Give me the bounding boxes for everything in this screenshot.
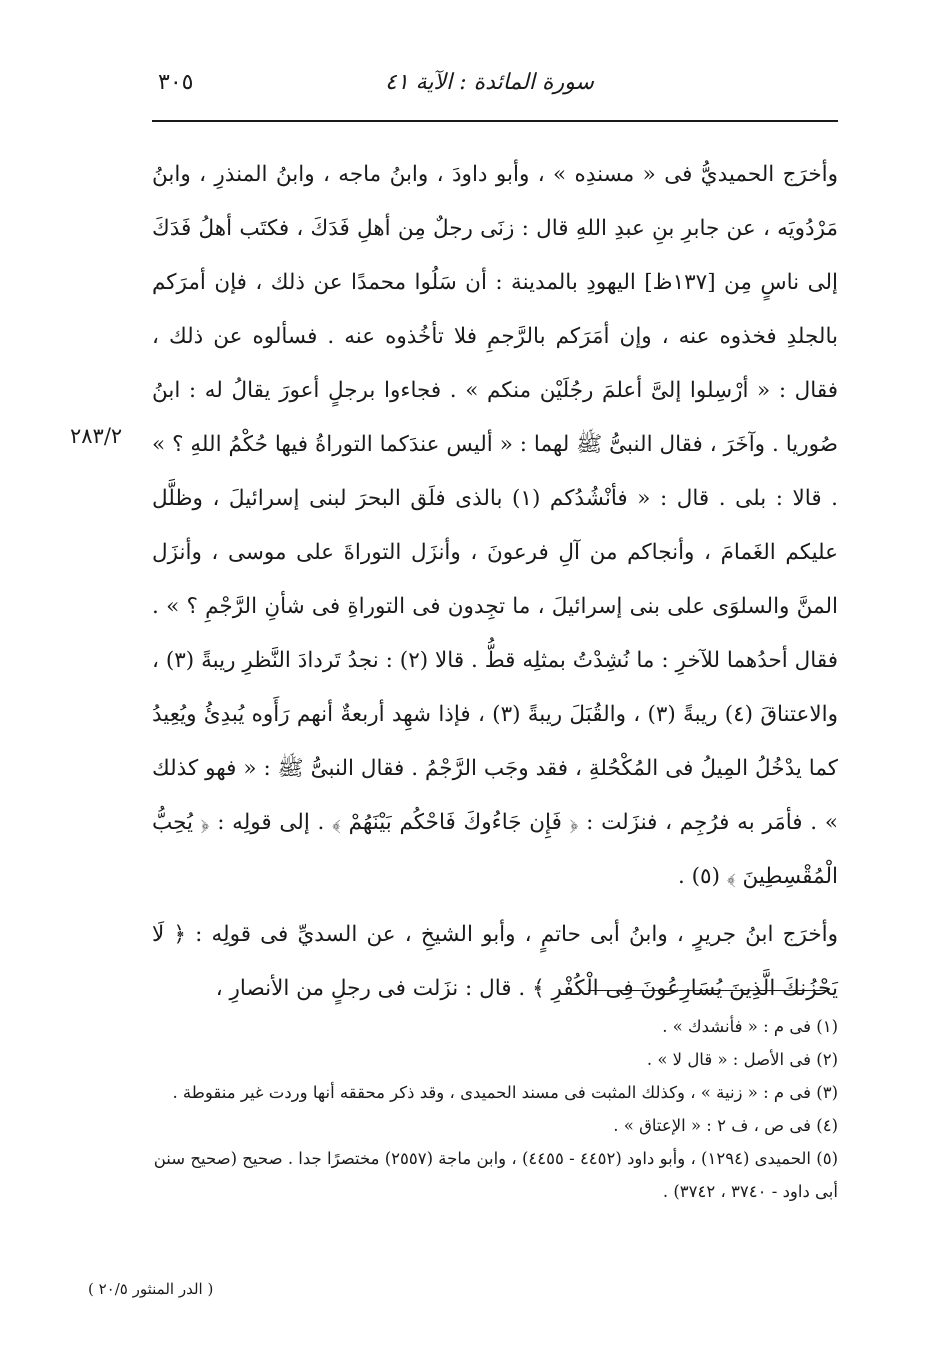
footnote-3: (٣) فى م : « زنية » ، وكذلك المثبت فى مسند الحميدى ، وقد ذكر محققه أنها وردت غير منقوطة . <box>172 1083 838 1102</box>
header-rule <box>152 120 838 122</box>
footnote-4: (٤) فى ص ، ف ٢ : « الإعتاق » . <box>613 1116 838 1135</box>
running-header <box>152 70 824 110</box>
main-text <box>152 148 838 1016</box>
page-number: ٣٠٥ <box>158 70 194 95</box>
footnote-5: (٥) الحميدى (١٢٩٤) ، وأبو داود (٤٤٥٢ - ٤٤٥٥) ، وابن ماجة (٢٥٥٧) مختصرًا جدا . صحيح (صحيح سنن أبى داود - ٣٧٤٠ ، ٣٧٤٢) . <box>153 1149 838 1201</box>
paragraph-1: وأخرَج الحميديُّ فى « مسندِه » ، وأبو داودَ ، وابنُ ماجه ، وابنُ المنذرِ ، وابنُ مَرْدُويَه ، عن جابرِ بنِ عبدِ اللهِ قال : زنَى رجلٌ مِن أهلِ فَدَكَ ، فكتَب أهلُ فَدَكَ إلى ناسٍ مِن [١٣٧ظ] اليهودِ بالمدينة : أن سَلُوا محمدًا عن ذلك ، فإن أمرَكم بالجلدِ فخذوه عنه ، وإن أمَرَكم بالرَّجمِ فلا تأخُذوه عنه . فسألوه عن ذلك ، فقال : « أرْسِلوا إلىَّ أعلمَ رجُلَيْن منكم » . فجاءوا برجلٍ أعورَ يقالُ له : ابنُ صُوريا . وآخَرَ ، فقال النبىُّ ﷺ لهما : « أليس عندَكما التوراةُ فيها حُكْمُ اللهِ ؟ » . قالا : بلى . قال : « فأنْشُدُكم (١) بالذى فلَق البحرَ لبنى إسرائيلَ ، وظلَّل عليكم الغَمامَ ، وأنجاكم من آلِ فرعونَ ، وأنزَل التوراةَ على موسى ، وأنزَل المنَّ والسلوَى على بنى إسرائيلَ ، ما تجِدون فى التوراةِ فى شأنِ الرَّجْمِ ؟ » . فقال أحدُهما للآخرِ : ما نُشِدْتُ بمثلِه قطُّ . قالا (٢) : نجدُ تَردادَ النَّظرِ ريبةً (٣) ، والاعتناقَ (٤) ريبةً (٣) ، والقُبَلَ ريبةً (٣) ، فإذا شهِد أربعةٌ أنهم رَأَوه يُبدِئُ ويُعِيدُ كما يدْخُلُ المِيلُ فى المُكْحُلةِ ، فقد وجَب الرَّجْمُ . فقال النبىُّ ﷺ : « فهو كذلك » . فأمَر به فرُجِم ، فنزَلت : ﴿ فَإِن جَاءُوكَ فَاحْكُم بَيْنَهُمْ ﴾ . إلى قولِه : ﴿ يُحِبُّ الْمُقْسِطِينَ ﴾ (٥) . <box>152 162 839 889</box>
footnote-2: (٢) فى الأصل : « قال لا » . <box>646 1050 838 1069</box>
source-reference: ( الدر المنثور ٢٠/٥ ) <box>88 1280 214 1298</box>
surah-title: سورة المائدة : الآية ٤١ <box>385 70 594 95</box>
paragraph-2: وأخرَج ابنُ جريرٍ ، وابنُ أبى حاتمٍ ، وأبو الشيخِ ، عن السديِّ فى قولِه : ﴿ لَا يَحْزُنكَ الَّذِينَ يُسَارِعُونَ فِى الْكُفْرِ ﴾ . قال : نزَلت فى رجلٍ من الأنصارِ ، <box>152 922 838 1001</box>
margin-reference: ٢٨٣/٢ <box>70 424 123 448</box>
footnote-1: (١) فى م : « فأنشدك » . <box>662 1017 838 1036</box>
footnotes <box>152 1010 838 1208</box>
footnote-rule <box>588 990 826 991</box>
